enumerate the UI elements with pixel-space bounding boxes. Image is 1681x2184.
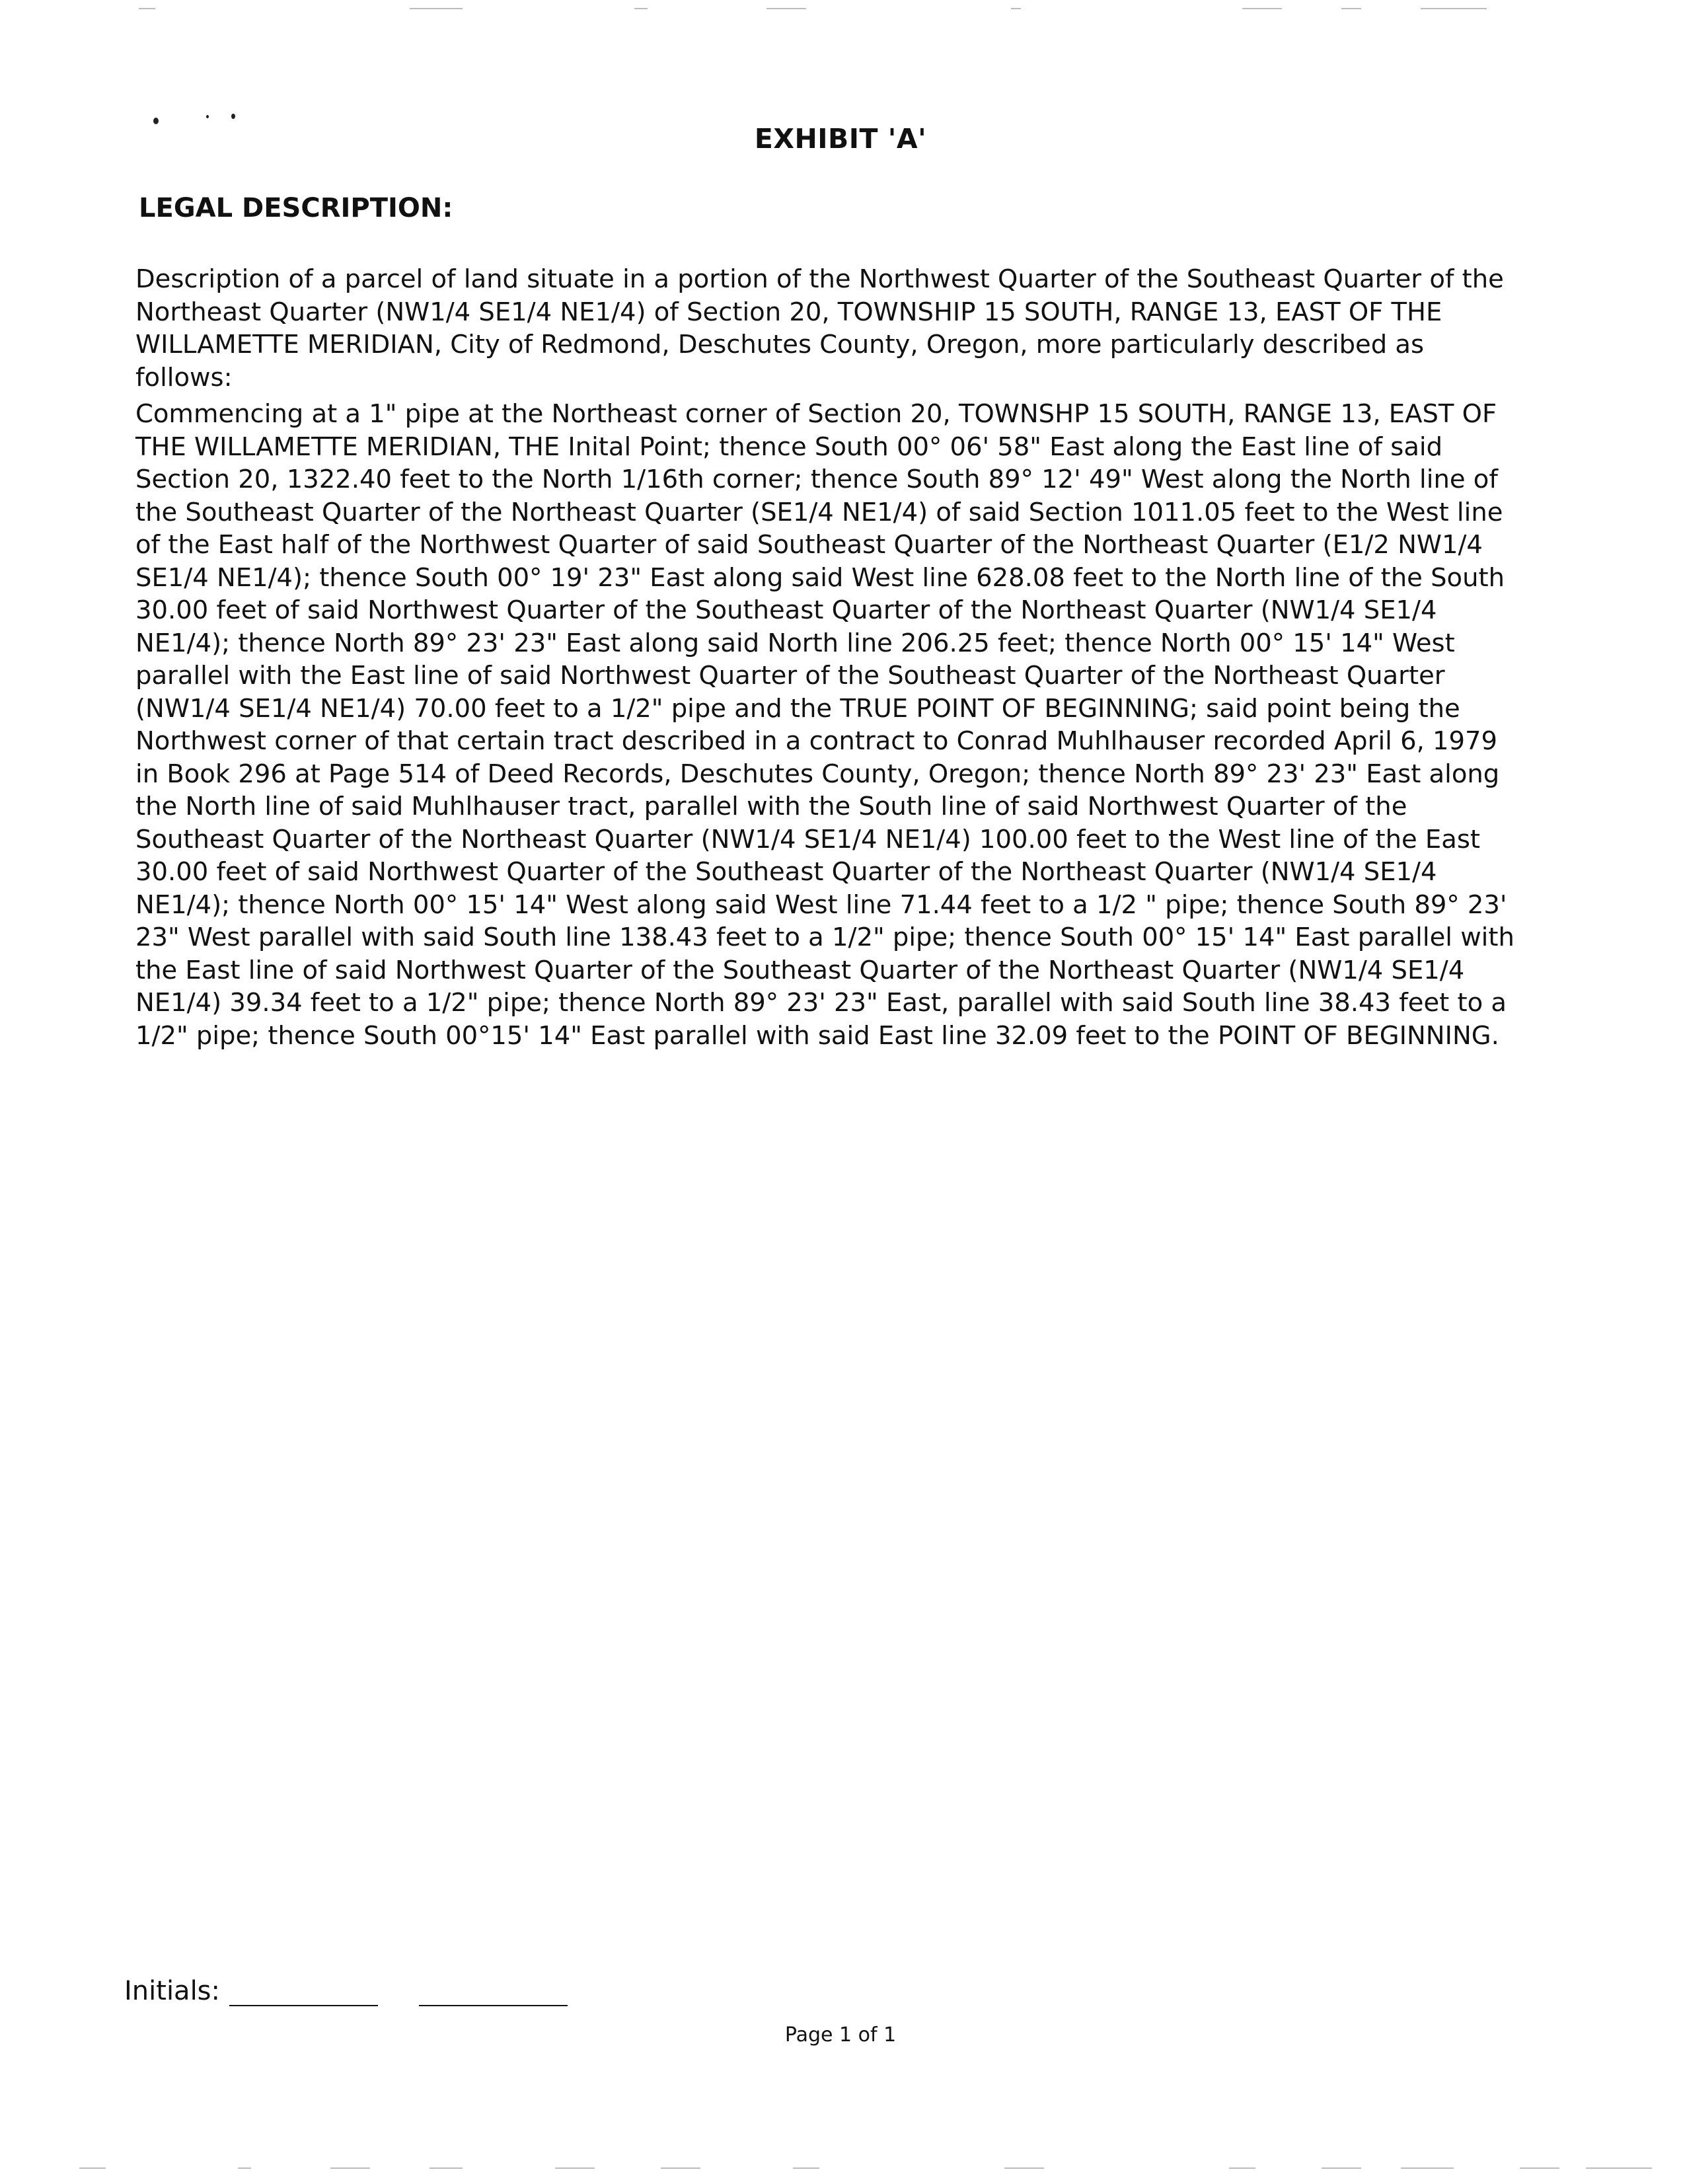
scan-speck: [231, 114, 235, 119]
legal-description-heading: LEGAL DESCRIPTION:: [139, 193, 453, 223]
scan-artifact-top: [0, 7, 1681, 11]
scan-artifact-bottom: [0, 2166, 1681, 2170]
parcel-description-paragraph: Description of a parcel of land situate in a portion of the Northwest Quarter of the Southeast Quarter of the Northeast Quarter (NW1/4 SE1/4 NE1/4) of Section 20, TOWNSHIP 15 SOUTH, RANGE 13, EAST OF THE WILLAMETTE MERIDIAN, City of Redmond, Deschutes County, Oregon, more particularly described as follows:: [135, 264, 1504, 393]
initials-line-1: [229, 1985, 378, 2006]
page-number: Page 1 of 1: [784, 2023, 897, 2047]
initials-block: [124, 1976, 568, 2006]
exhibit-title: EXHIBIT 'A': [754, 123, 927, 155]
initials-line-2: [419, 1985, 568, 2006]
metes-and-bounds-paragraph: Commencing at a 1" pipe at the Northeast corner of Section 20, TOWNSHP 15 SOUTH, RANGE 13, EAST OF THE WILLAMETTE MERIDIAN, THE Inital Point; thence South 00° 06' 58" East along the East line of said Section 20, 1322.40 feet to the North 1/16th corner; thence South 89° 12' 49" West along the North line of the Southeast Quarter of the Northeast Quarter (SE1/4 NE1/4) of said Section 1011.05 feet to the West line of the East half of the Northwest Quarter of said Southeast Quarter of the Northeast Quarter (E1/2 NW1/4 SE1/4 NE1/4); thence South 00° 19' 23" East along said West line 628.08 feet to the North line of the South 30.00 feet of said Northwest Quarter of the Southeast Quarter of the Northeast Quarter (NW1/4 SE1/4 NE1/4); thence North 89° 23' 23" East along said North line 206.25 feet; thence North 00° 15' 14" West parallel with the East line of said Northwest Quarter of the Southeast Quarter of the Northeast Quarter (NW1/4 SE1/4 NE1/4) 70.00 feet to a 1/2" pipe and the TRUE POINT OF BEGINNING; said point being the Northwest corner of that certain tract described in a contract to Conrad Muhlhauser recorded April 6, 1979 in Book 296 at Page 514 of Deed Records, Deschutes County, Oregon; thence North 89° 23' 23" East along the North line of said Muhlhauser tract, parallel with the South line of said Northwest Quarter of the Southeast Quarter of the Northeast Quarter (NW1/4 SE1/4 NE1/4) 100.00 feet to the West line of the East 30.00 feet of said Northwest Quarter of the Southeast Quarter of the Northeast Quarter (NW1/4 SE1/4 NE1/4); thence North 00° 15' 14" West along said West line 71.44 feet to a 1/2 " pipe; thence South 89° 23' 23" West parallel with said South line 138.43 feet to a 1/2" pipe; thence South 00° 15' 14" East parallel with the East line of said Northwest Quarter of the Southeast Quarter of the Northeast Quarter (NW1/4 SE1/4 NE1/4) 39.34 feet to a 1/2" pipe; thence North 89° 23' 23" East, parallel with said South line 38.43 feet to a 1/2" pipe; thence South 00°15' 14" East parallel with said East line 32.09 feet to the POINT OF BEGINNING.: [135, 399, 1514, 1051]
initials-label: Initials:: [124, 1976, 220, 2006]
scan-speck: [206, 115, 209, 118]
